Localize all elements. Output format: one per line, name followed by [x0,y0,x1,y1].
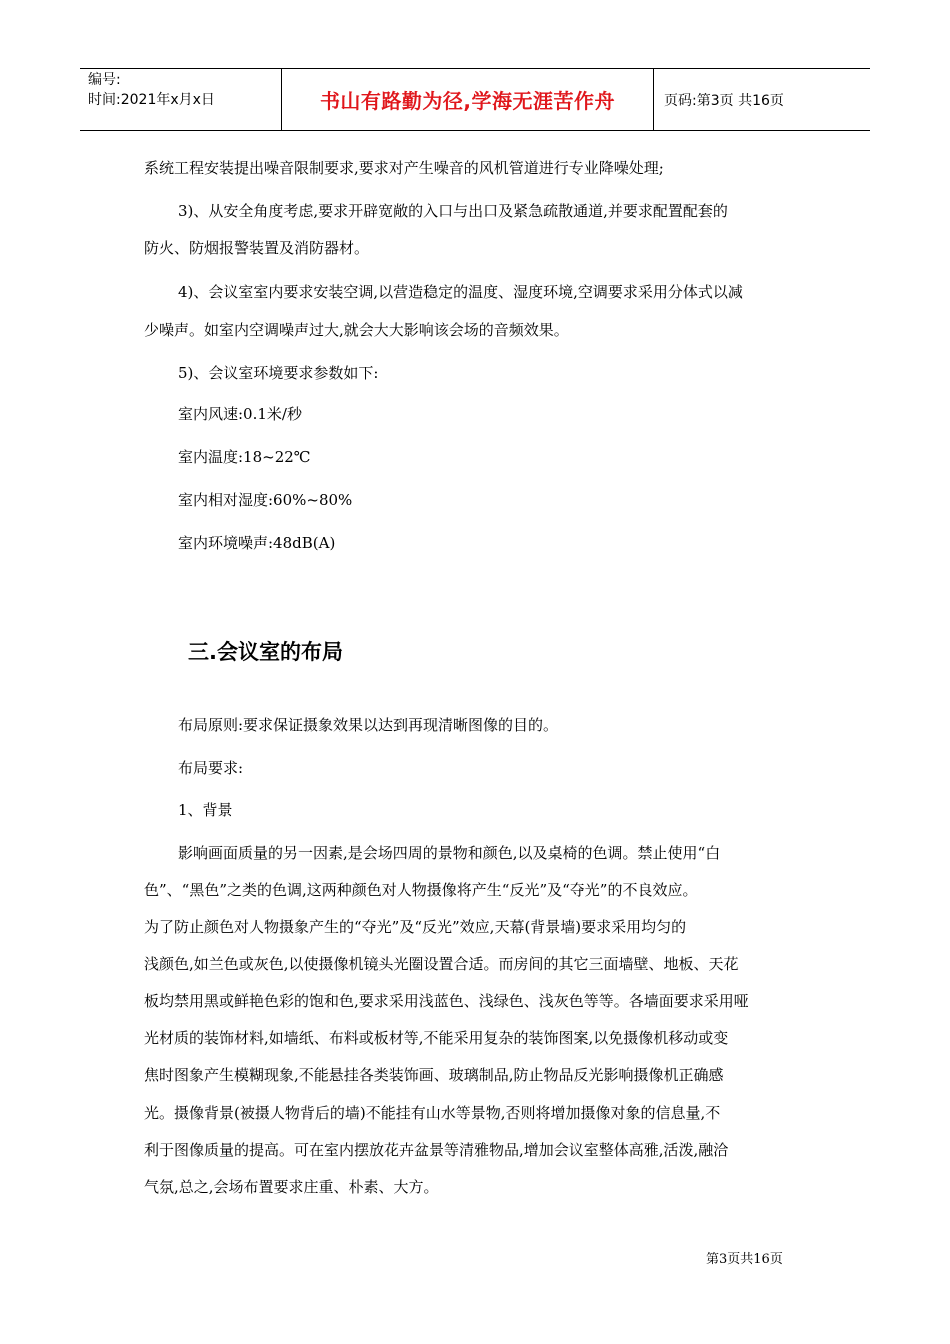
body-line: 5)、会议室环境要求参数如下: [178,364,379,382]
body-line: 3)、从安全角度考虑,要求开辟宽敞的入口与出口及紧急疏散通道,并要求配置配套的 [178,202,728,220]
section-heading: 三.会议室的布局 [188,640,343,664]
body-line: 影响画面质量的另一因素,是会场四周的景物和颜色,以及桌椅的色调。禁止使用“白 [178,844,721,862]
header-meta [80,69,282,130]
body-line: 室内温度:18~22℃ [178,448,311,466]
body-line: 光材质的装饰材料,如墙纸、布料或板材等,不能采用复杂的装饰图案,以免摄像机移动或变 [144,1029,729,1047]
body-line: 1、背景 [178,801,233,819]
body-line: 浅颜色,如兰色或灰色,以使摄像机镜头光圈设置合适。而房间的其它三面墙壁、地板、天花 [144,955,739,973]
body-line: 系统工程安装提出噪音限制要求,要求对产生噪音的风机管道进行专业降噪处理; [144,159,664,177]
body-line: 布局要求: [178,759,244,777]
body-line: 板均禁用黑或鲜艳色彩的饱和色,要求采用浅蓝色、浅绿色、浅灰色等等。各墙面要求采用哑 [144,992,749,1010]
body-line: 色”、“黑色”之类的色调,这两种颜色对人物摄像将产生“反光”及“夺光”的不良效应。 [144,881,698,899]
document-date-label: 时间:2021年x月x日 [88,92,215,108]
body-line: 防火、防烟报警装置及消防器材。 [144,239,370,257]
body-line: 气氛,总之,会场布置要求庄重、朴素、大方。 [144,1178,439,1196]
body-line: 室内相对湿度:60%~80% [178,491,353,509]
body-line: 焦时图象产生模糊现象,不能悬挂各类装饰画、玻璃制品,防止物品反光影响摄像机正确感 [144,1066,724,1084]
page-footer: 第3页共16页 [706,1252,783,1267]
body-line: 少噪声。如室内空调噪声过大,就会大大影响该会场的音频效果。 [144,321,569,339]
body-line: 为了防止颜色对人物摄象产生的“夺光”及“反光”效应,天幕(背景墙)要求采用均匀的 [144,918,687,936]
page-header [80,68,870,131]
body-line: 利于图像质量的提高。可在室内摆放花卉盆景等清雅物品,增加会议室整体高雅,活泼,融洽 [144,1141,729,1159]
body-line: 室内风速:0.1米/秒 [178,405,302,423]
header-page-number: 页码:第3页 共16页 [664,92,784,109]
body-line: 室内环境噪声:48dB(A) [178,534,336,552]
header-motto: 书山有路勤为径,学海无涯苦作舟 [282,69,654,130]
body-line: 布局原则:要求保证摄象效果以达到再现清晰图像的目的。 [178,716,559,734]
body-line: 4)、会议室室内要求安装空调,以营造稳定的温度、湿度环境,空调要求采用分体式以减 [178,283,743,301]
body-line: 光。摄像背景(被摄人物背后的墙)不能挂有山水等景物,否则将增加摄像对象的信息量,不 [144,1104,721,1122]
document-number-label: 编号: [88,72,121,88]
